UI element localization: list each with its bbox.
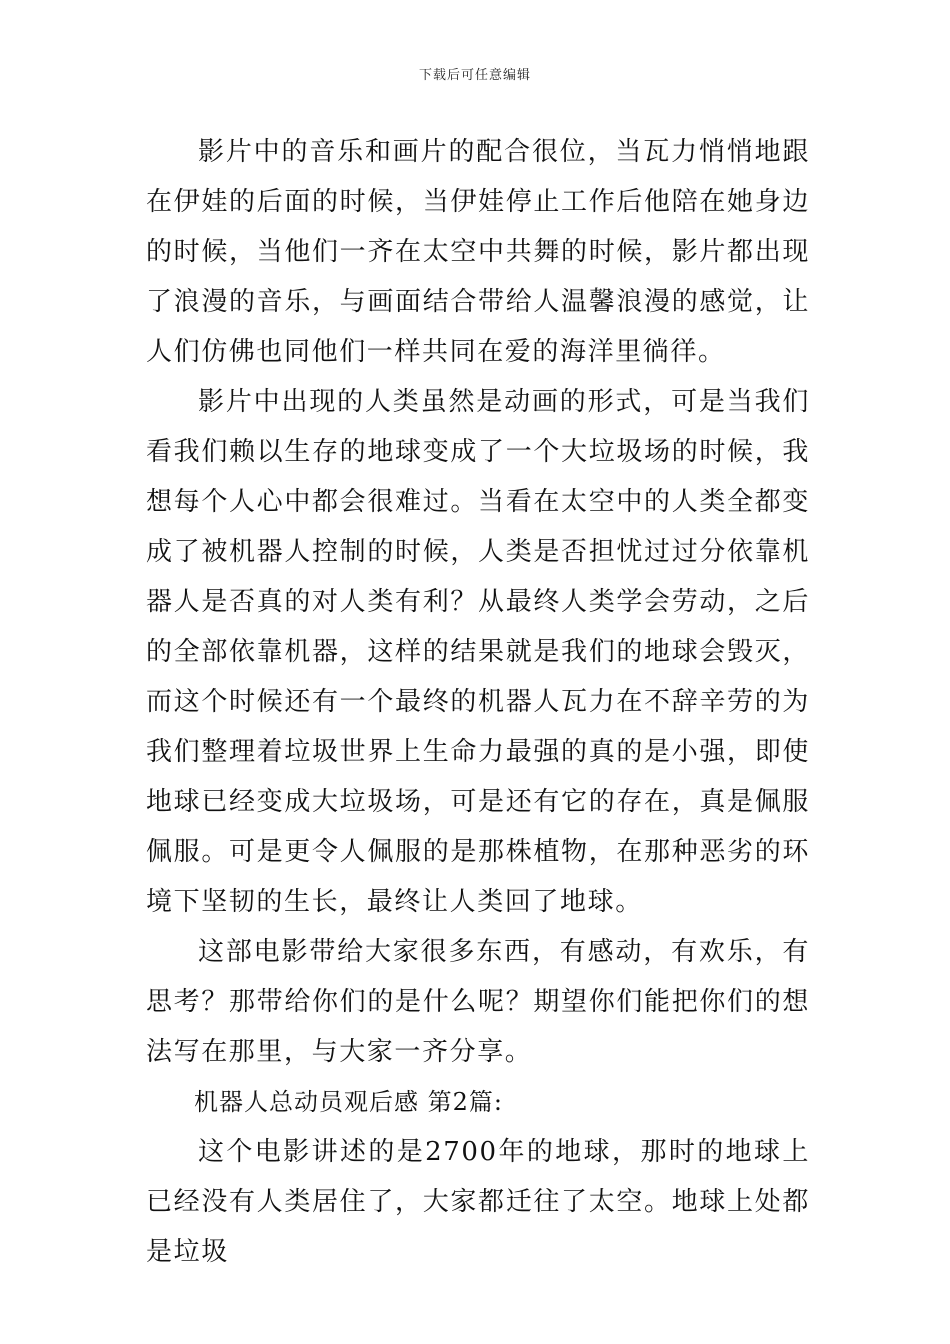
article-body [146, 127, 810, 1277]
page-header-note: 下载后可任意编辑 [418, 68, 531, 83]
paragraph-closing: 这部电影带给大家很多东西，有感动，有欢乐，有思考？那带给你们的是什么呢？期望你们能把你们的想法写在那里，与大家一齐分享。 [146, 937, 810, 1067]
paragraph-humanity: 影片中出现的人类虽然是动画的形式，可是当我们看我们赖以生存的地球变成了一个大垃圾场的时候，我想每个人心中都会很难过。当看在太空中的人类全都变成了被机器人控制的时候，人类是否担忧过过分依靠机器人是否真的对人类有利？从最终人类学会劳动，之后的全部依靠机器，这样的结果就是我们的地球会毁灭，而这个时候还有一个最终的机器人瓦力在不辞辛劳的为我们整理着垃圾世界上生命力最强的真的是小强，即使地球已经变成大垃圾场，可是还有它的存在，真是佩服佩服。可是更令人佩服的是那株植物，在那种恶劣的环境下坚韧的生长，最终让人类回了地球。 [146, 387, 810, 917]
paragraph-music: 影片中的音乐和画片的配合很位，当瓦力悄悄地跟在伊娃的后面的时候，当伊娃停止工作后他陪在她身边的时候，当他们一齐在太空中共舞的时候，影片都出现了浪漫的音乐，与画面结合带给人温馨浪漫的感觉，让人们仿佛也同他们一样共同在爱的海洋里徜徉。 [146, 137, 810, 367]
section-subheading: 机器人总动员观后感 第2篇: [194, 1088, 503, 1116]
paragraph-second-review: 这个电影讲述的是2700年的地球，那时的地球上已经没有人类居住了，大家都迁往了太空。地球上处都是垃圾 [146, 1137, 810, 1267]
